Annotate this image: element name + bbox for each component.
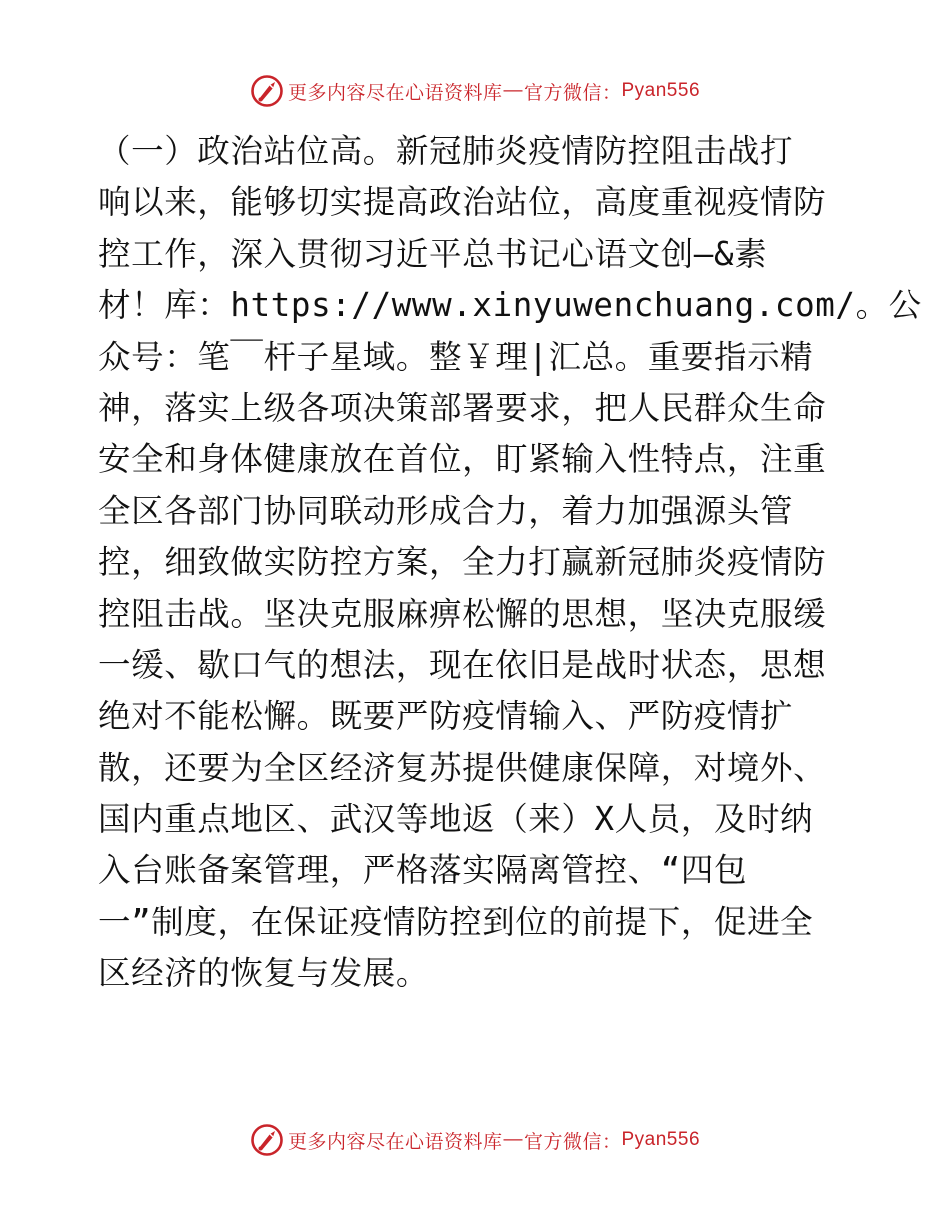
text-line: 众号：笔￣杆子星域。整￥理|汇总。重要指示精	[98, 337, 814, 376]
text-line: 入台账备案管理，严格落实隔离管控、“四包	[98, 851, 748, 890]
text-line: 国内重点地区、武汉等地返（来）X人员，及时纳	[98, 800, 814, 839]
watermark-text	[288, 1127, 700, 1154]
watermark-brand: 更多内容尽在心语资料库	[287, 1130, 503, 1153]
watermark-channel: 官方微信：	[523, 1131, 622, 1153]
quill-pen-logo-icon	[250, 1123, 284, 1157]
text-line: 绝对不能松懈。既要严防疫情输入、严防疫情扩	[98, 697, 794, 736]
text-line: 控工作，深入贯彻习近平总书记心语文创—&素	[98, 234, 768, 273]
text-line: 安全和身体健康放在首位，盯紧输入性特点，注重	[98, 440, 827, 479]
text-line: 控阻击战。坚决克服麻痹松懈的思想，坚决克服缓	[98, 594, 827, 633]
text-line: 材！库：https://www.xinyuwenchuang.com/。公	[98, 286, 922, 325]
text-line: 控，细致做实防控方案，全力打赢新冠肺炎疫情防	[98, 543, 827, 582]
watermark-brand: 更多内容尽在心语资料库	[287, 81, 503, 104]
body-text	[98, 126, 922, 1000]
text-line: 一”制度，在保证疫情防控到位的前提下，促进全	[98, 902, 814, 941]
text-line: （一）政治站位高。新冠肺炎疫情防控阻击战打	[98, 132, 794, 170]
text-line: 全区各部门协同联动形成合力，着力加强源头管	[98, 491, 794, 530]
text-line: 神，落实上级各项决策部署要求，把人民群众生命	[98, 388, 827, 427]
watermark-channel: 官方微信：	[523, 82, 622, 104]
header-watermark	[0, 71, 950, 111]
text-line: 散，还要为全区经济复苏提供健康保障，对境外、	[98, 748, 827, 787]
text-line: 区经济的恢复与发展。	[98, 954, 430, 993]
watermark-account-id: Pyan556	[621, 80, 701, 101]
text-line: 响以来，能够切实提高政治站位，高度重视疫情防	[98, 183, 827, 222]
watermark-separator: —	[503, 80, 523, 101]
footer-watermark	[0, 1120, 950, 1160]
text-line: 一缓、歇口气的想法，现在依旧是战时状态，思想	[98, 645, 827, 684]
watermark-account-id: Pyan556	[621, 1129, 701, 1150]
quill-pen-logo-icon	[250, 74, 284, 108]
watermark-separator: —	[503, 1129, 523, 1150]
watermark-text	[288, 78, 700, 105]
